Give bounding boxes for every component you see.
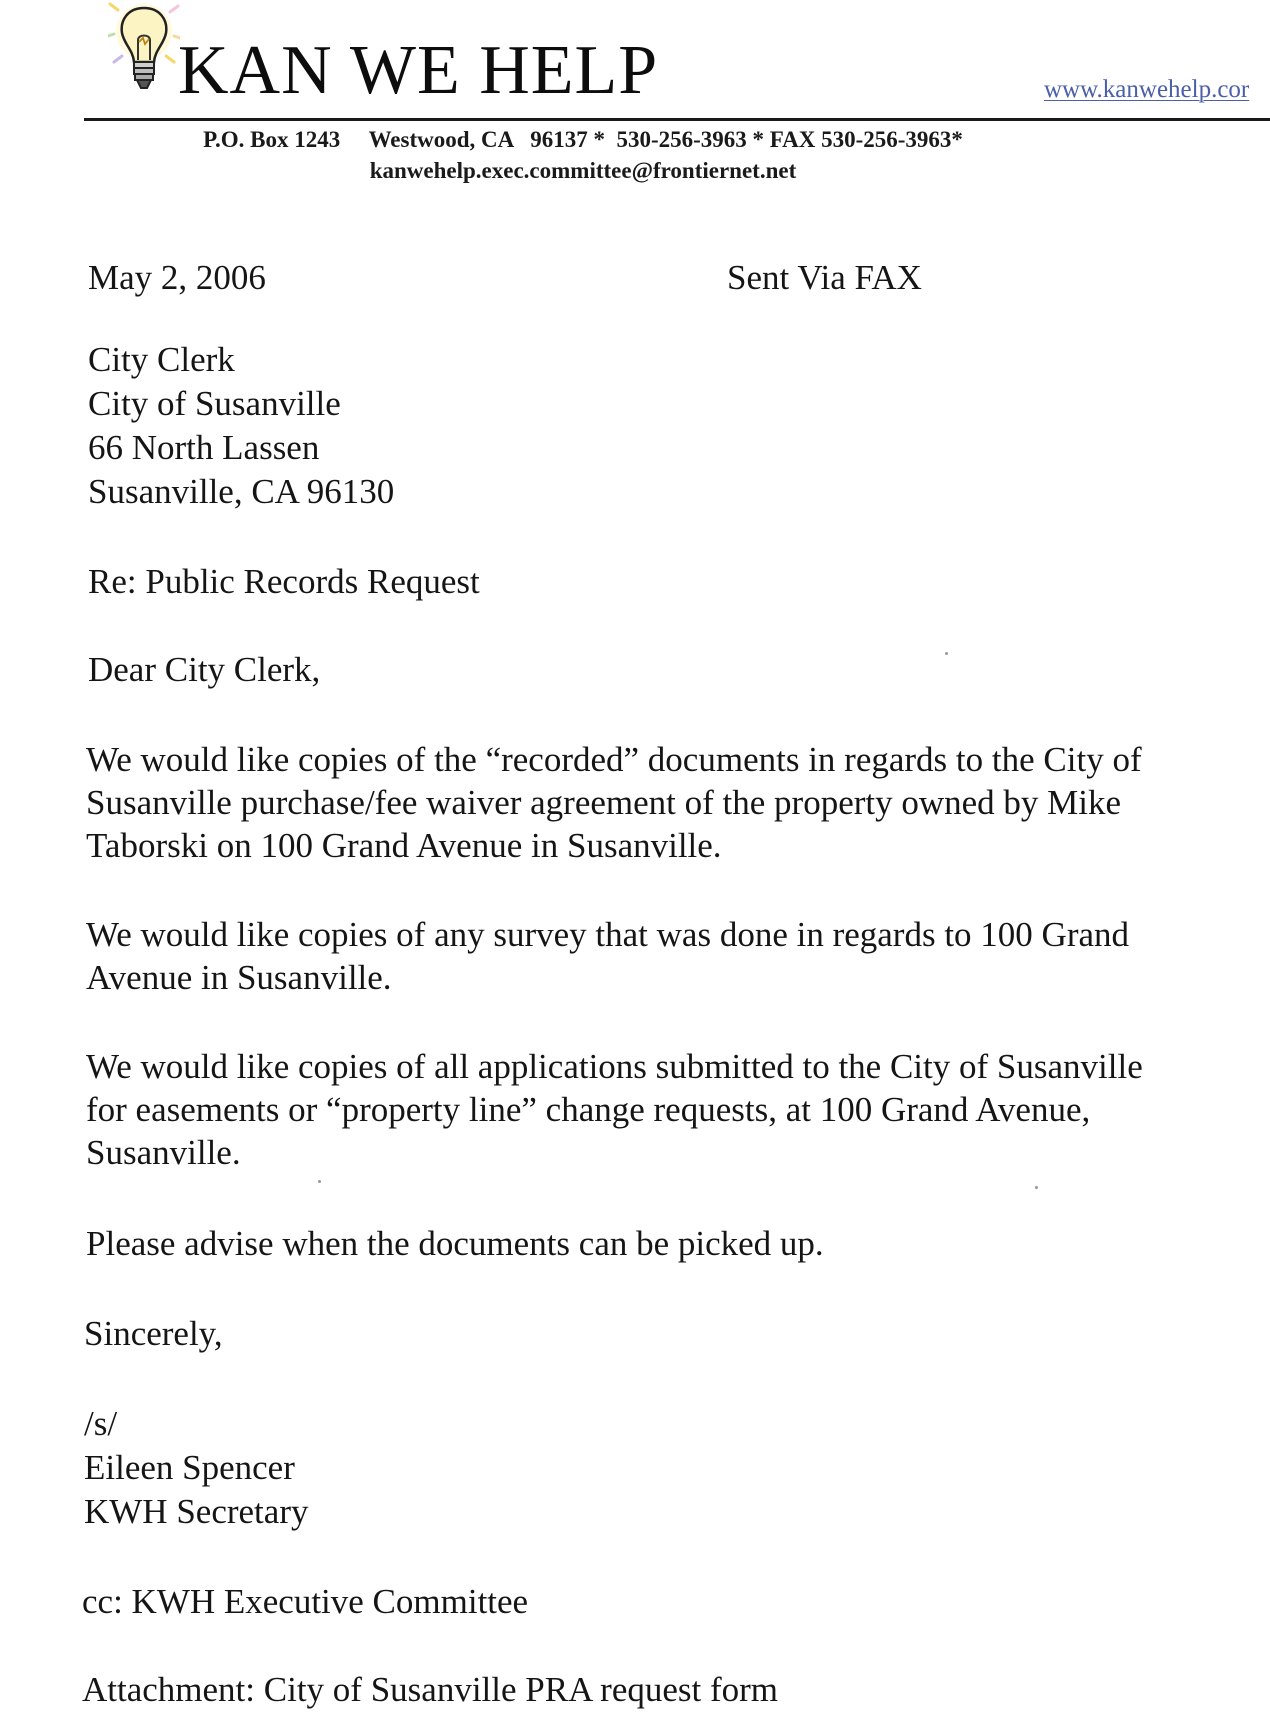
paragraph-line: Susanville.: [86, 1133, 241, 1172]
closing: Sincerely,: [84, 1314, 223, 1353]
letter-date: May 2, 2006: [88, 258, 266, 297]
recipient-line: 66 North Lassen: [88, 428, 320, 467]
signer-title: KWH Secretary: [84, 1492, 309, 1531]
recipient-line: City Clerk: [88, 340, 235, 379]
letterhead-divider: [84, 118, 1270, 121]
scan-speck: [318, 1180, 321, 1183]
website-link[interactable]: www.kanwehelp.cor: [1044, 76, 1250, 103]
body-paragraph: [86, 738, 1270, 867]
signature-mark: /s/: [84, 1404, 118, 1443]
paragraph-line: Susanville purchase/fee waiver agreement of the property owned by Mike: [86, 783, 1122, 822]
paragraph-line: Avenue in Susanville.: [86, 958, 392, 997]
paragraph-line: Please advise when the documents can be picked up.: [86, 1224, 824, 1263]
attachment-line: Attachment: City of Susanville PRA request form: [82, 1670, 779, 1709]
subject-line: Re: Public Records Request: [88, 562, 480, 601]
contact-address-phone: P.O. Box 1243 Westwood, CA 96137 * 530-256-3963 * FAX 530-256-3963*: [203, 127, 963, 152]
organization-name: KAN WE HELP: [178, 32, 659, 109]
paragraph-line: We would like copies of the “recorded” documents in regards to the City of: [86, 740, 1142, 779]
salutation: Dear City Clerk,: [88, 650, 321, 689]
scan-speck: [1035, 1186, 1038, 1189]
scan-speck: [945, 652, 948, 655]
paragraph-line: for easements or “property line” change requests, at 100 Grand Avenue,: [86, 1090, 1091, 1129]
signer-name: Eileen Spencer: [84, 1448, 295, 1487]
cc-line: cc: KWH Executive Committee: [82, 1582, 529, 1621]
paragraph-line: Taborski on 100 Grand Avenue in Susanville.: [86, 826, 722, 865]
body-paragraph: [86, 1222, 1270, 1265]
lightbulb-icon: [108, 0, 180, 104]
delivery-method: Sent Via FAX: [727, 258, 922, 297]
paragraph-line: We would like copies of any survey that was done in regards to 100 Grand: [86, 915, 1130, 954]
body-paragraph: [86, 913, 1270, 999]
recipient-line: Susanville, CA 96130: [88, 472, 395, 511]
body-paragraph: [86, 1045, 1270, 1174]
recipient-line: City of Susanville: [88, 384, 341, 423]
contact-email: kanwehelp.exec.committee@frontiernet.net: [369, 158, 797, 183]
paragraph-line: We would like copies of all applications submitted to the City of Susanville: [86, 1047, 1143, 1086]
